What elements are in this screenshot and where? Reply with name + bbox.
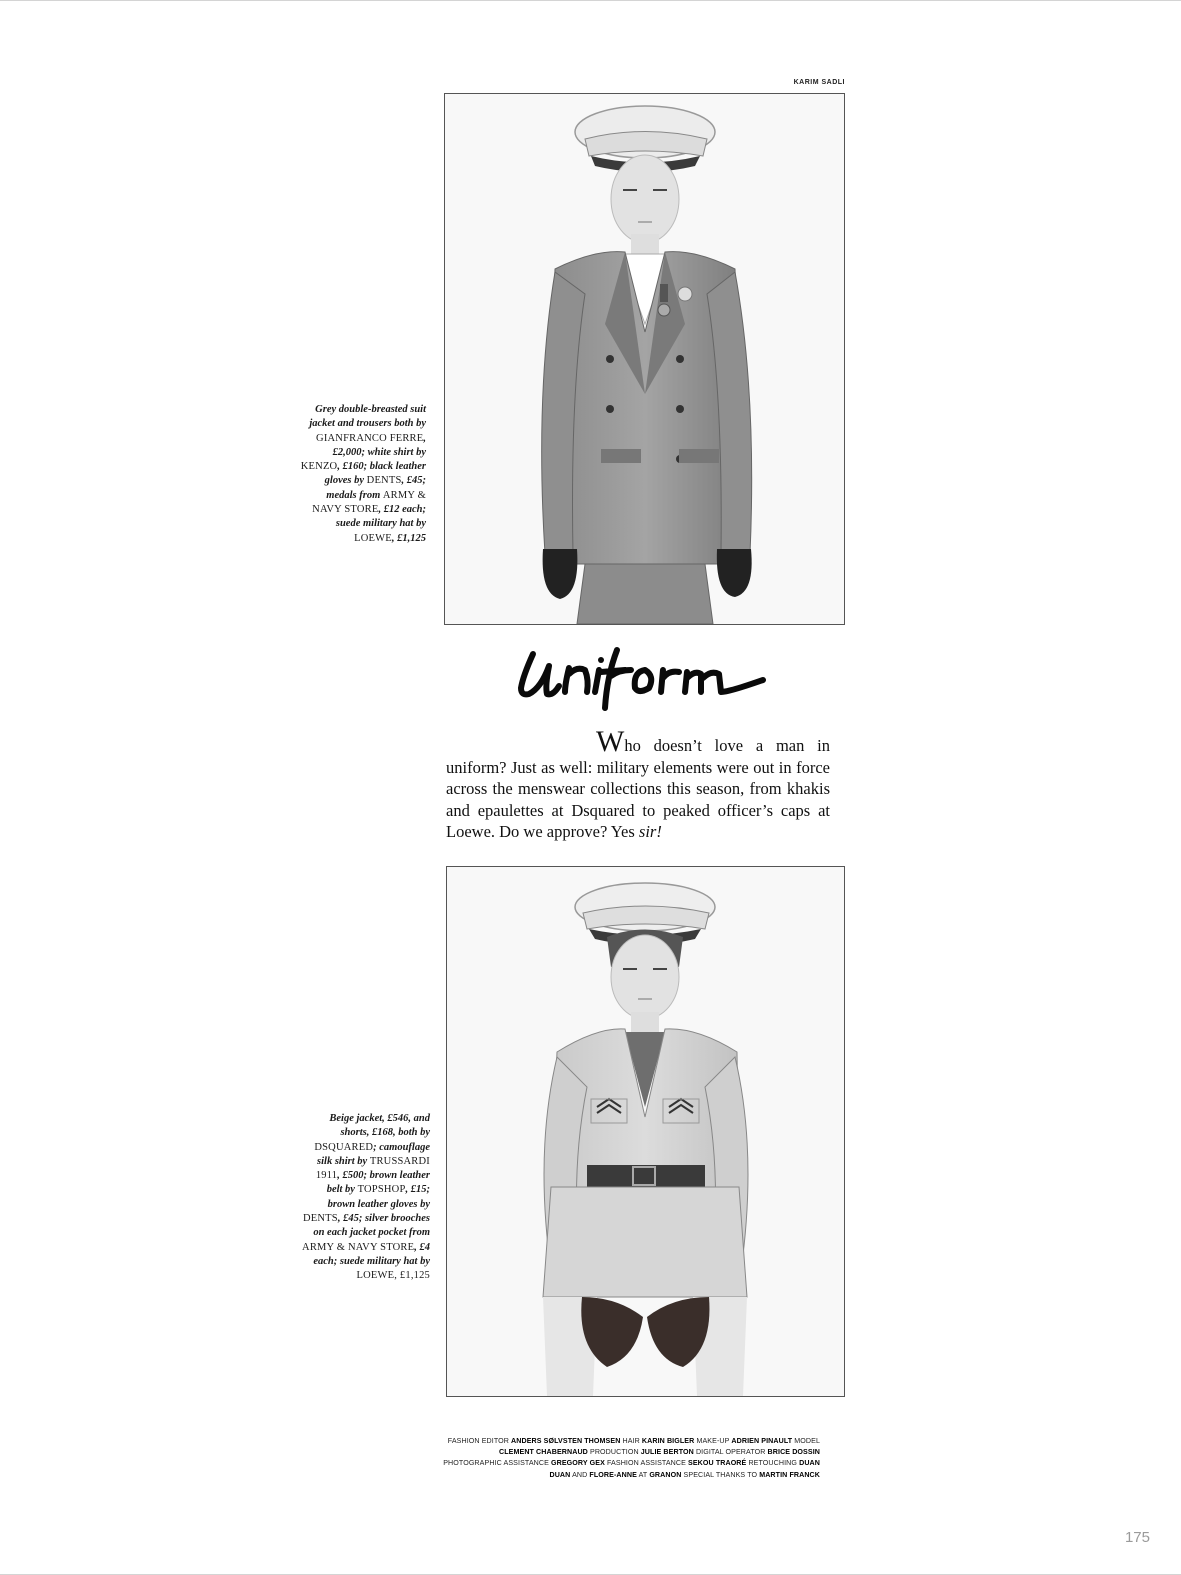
caption-brand: ARMY & NAVY STORE bbox=[312, 489, 426, 516]
credit-name: BRICE DOSSIN bbox=[767, 1448, 820, 1457]
credit-role: PHOTOGRAPHIC ASSISTANCE bbox=[443, 1459, 551, 1468]
caption-text: , £15; brown leather gloves by bbox=[327, 1184, 430, 1210]
credit-name: CLEMENT CHABERNAUD bbox=[499, 1448, 588, 1457]
caption-brand: DSQUARED bbox=[314, 1141, 374, 1153]
caption-text: , £12 each; suede military hat by bbox=[335, 504, 426, 530]
headline-script-lettering bbox=[515, 636, 775, 716]
page-number: 175 bbox=[1124, 1529, 1150, 1546]
credit-role: HAIR bbox=[622, 1437, 642, 1445]
caption-text: , £4 each; suede military hat by bbox=[313, 1241, 430, 1267]
credit-name: SEKOU TRAORÉ bbox=[688, 1459, 747, 1468]
credit-role: MODEL bbox=[794, 1437, 820, 1445]
caption-text: , £500; brown leather belt by bbox=[326, 1170, 430, 1196]
credit-role: FASHION ASSISTANCE bbox=[607, 1459, 689, 1468]
credit-name: FLORE-ANNE bbox=[589, 1470, 637, 1479]
caption-text: Grey double-breasted suit jacket and trousers both by bbox=[309, 404, 426, 430]
credit-role: DIGITAL OPERATOR bbox=[695, 1448, 768, 1457]
credit-name: ADRIEN PINAULT bbox=[731, 1437, 793, 1445]
caption-brand: , £1,125 bbox=[394, 1270, 430, 1282]
credit-name: GRANON bbox=[649, 1470, 682, 1479]
caption-brand: DENTS bbox=[366, 475, 402, 487]
caption-brand: KENZO bbox=[300, 461, 338, 473]
caption-text: , £45; silver brooches on each jacket pocket from bbox=[313, 1213, 430, 1239]
caption-text: Beige jacket, £546, and shorts, £168, both by bbox=[329, 1113, 430, 1139]
credit-role: SPECIAL THANKS TO bbox=[683, 1470, 760, 1479]
caption-beige-uniform bbox=[300, 1112, 430, 1284]
grey-suit-illustration bbox=[445, 94, 844, 624]
credit-name: ANDERS SØLVSTEN THOMSEN bbox=[511, 1437, 621, 1445]
intro-paragraph bbox=[446, 725, 830, 843]
caption-brand: ARMY & NAVY STORE bbox=[302, 1241, 415, 1253]
credit-name: MARTIN FRANCK bbox=[759, 1470, 820, 1479]
credit-name: GREGORY GEX bbox=[551, 1459, 605, 1468]
credit-role: RETOUCHING bbox=[748, 1459, 800, 1468]
credit-role: PRODUCTION bbox=[589, 1448, 641, 1457]
credit-name: JULIE BERTON bbox=[640, 1448, 694, 1457]
caption-grey-suit bbox=[300, 403, 426, 546]
intro-text: ho doesn’t love a man in uniform? Just as well: military elements were out in force across the menswear collections this season, from khakis and epaulettes at Dsquared to peaked officer’s caps at Loewe. Do we approve? Yes bbox=[446, 736, 830, 842]
caption-brand: DENTS bbox=[302, 1213, 338, 1225]
caption-brand: TOPSHOP bbox=[357, 1184, 406, 1196]
photo-beige-uniform bbox=[446, 866, 845, 1397]
drop-cap: W bbox=[596, 725, 625, 758]
credit-role: AT bbox=[638, 1470, 650, 1479]
photographer-credit: KARIM SADLI bbox=[793, 79, 845, 86]
credit-name: KARIN BIGLER bbox=[641, 1437, 695, 1445]
caption-text: , £160; black leather gloves by bbox=[324, 461, 426, 487]
caption-brand: TRUSSARDI 1911 bbox=[315, 1155, 430, 1182]
shoot-credits bbox=[440, 1436, 820, 1481]
headline-uniform bbox=[515, 636, 775, 716]
beige-uniform-illustration bbox=[447, 867, 844, 1396]
credit-role: AND bbox=[572, 1470, 590, 1479]
intro-emphasis: sir! bbox=[638, 822, 662, 842]
credit-role: FASHION EDITOR bbox=[447, 1437, 512, 1445]
credit-name: DUAN DUAN bbox=[549, 1459, 820, 1479]
caption-brand: GIANFRANCO FERRE bbox=[316, 432, 424, 444]
caption-text: , £2,000; white shirt by bbox=[332, 432, 426, 458]
caption-text: ; camouflage silk shirt by bbox=[317, 1141, 430, 1167]
photo-grey-suit bbox=[444, 93, 845, 625]
caption-brand: LOEWE bbox=[356, 1270, 395, 1282]
caption-text: , £45; medals from bbox=[326, 475, 426, 501]
caption-text: , £1,125 bbox=[391, 532, 426, 544]
credit-role: MAKE-UP bbox=[696, 1437, 732, 1445]
caption-brand: LOEWE bbox=[354, 532, 392, 544]
